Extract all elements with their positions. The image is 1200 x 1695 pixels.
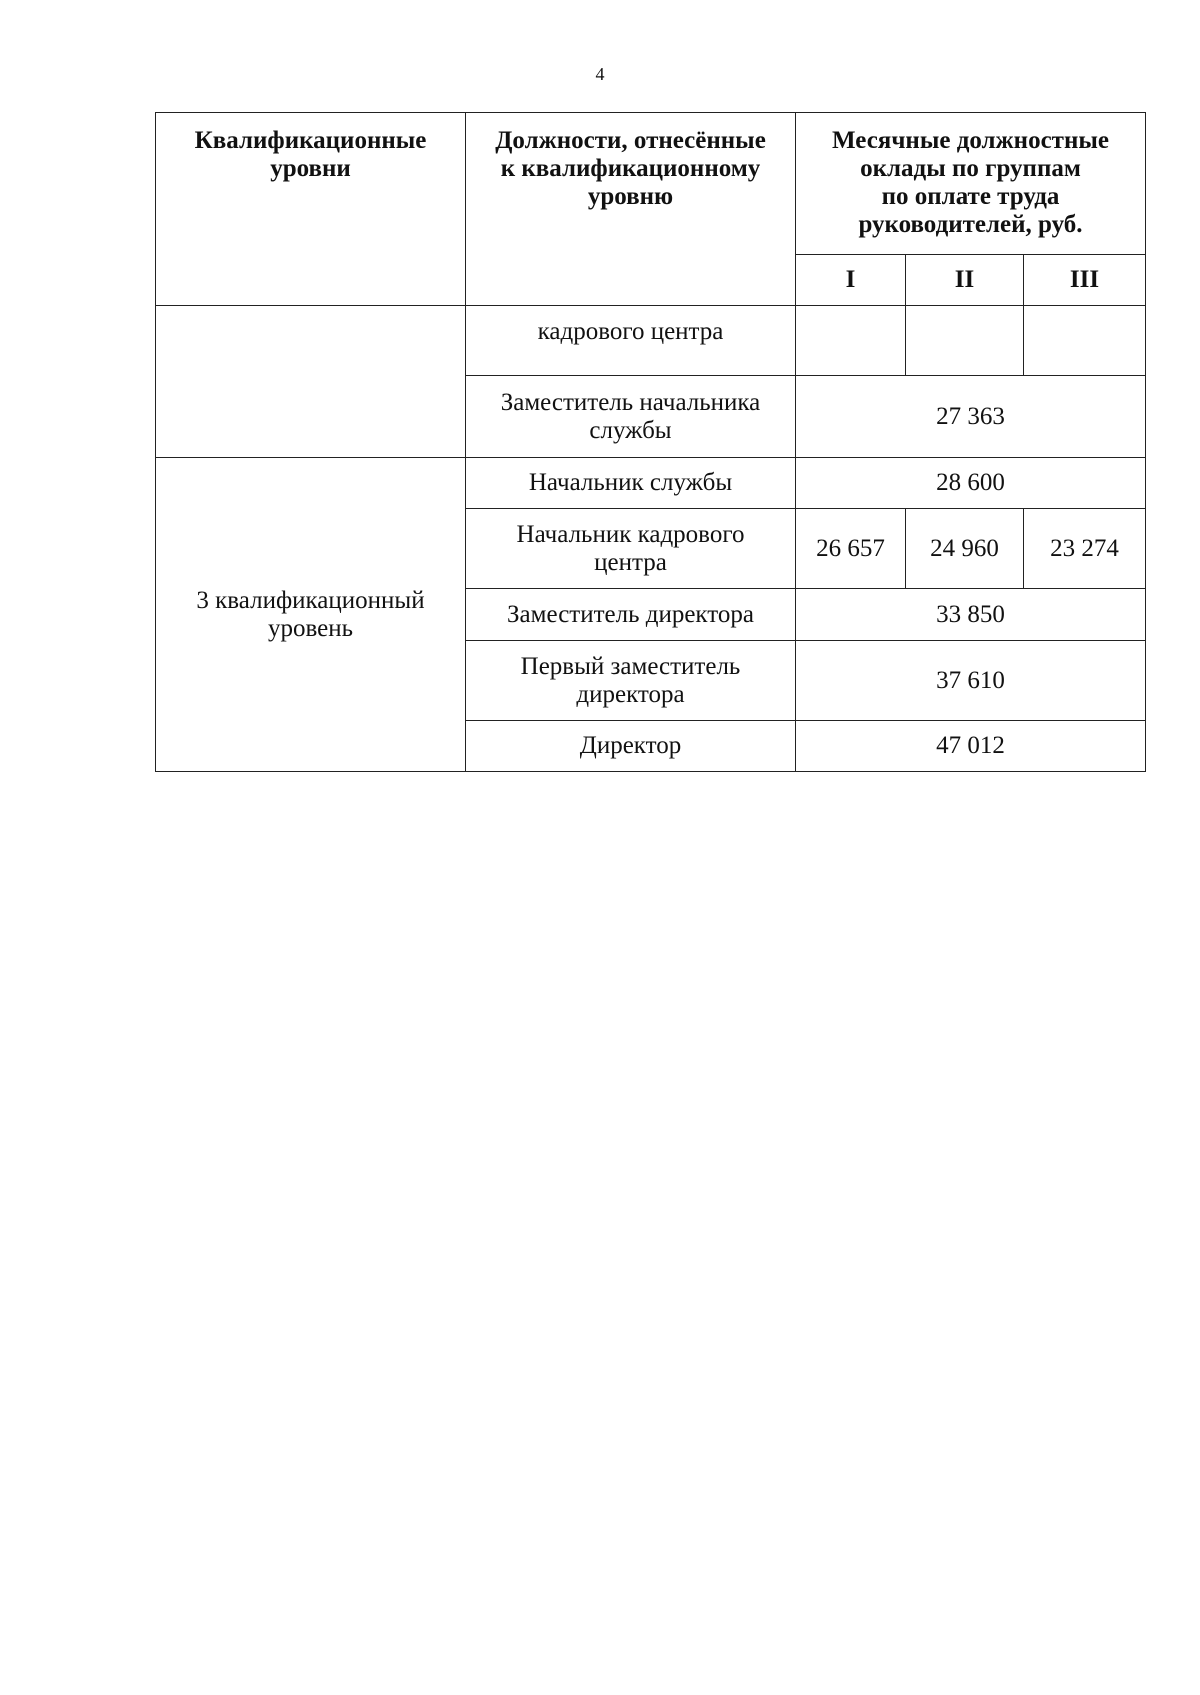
salary-cell: 47 012 xyxy=(796,721,1146,772)
salary-cell: 23 274 xyxy=(1024,509,1146,589)
salary-cell: 27 363 xyxy=(796,376,1146,458)
salary-cell xyxy=(906,306,1024,376)
level-cell-3: 3 квалификационный уровень xyxy=(156,458,466,772)
header-positions: Должности, отнесённые к квалификационному уровню xyxy=(466,113,796,306)
salary-table xyxy=(155,112,1146,772)
position-cell: Заместитель директора xyxy=(466,589,796,641)
table-row xyxy=(156,458,1146,509)
position-cell: Начальник службы xyxy=(466,458,796,509)
header-group-1: I xyxy=(796,255,906,306)
page-number: 4 xyxy=(595,64,605,84)
salary-cell xyxy=(1024,306,1146,376)
position-cell: Начальник кадрового центра xyxy=(466,509,796,589)
salary-cell: 24 960 xyxy=(906,509,1024,589)
position-cell: Директор xyxy=(466,721,796,772)
level-cell-continued xyxy=(156,306,466,458)
salary-cell: 26 657 xyxy=(796,509,906,589)
salary-cell: 28 600 xyxy=(796,458,1146,509)
header-levels: Квалификационные уровни xyxy=(156,113,466,306)
salary-cell: 37 610 xyxy=(796,641,1146,721)
position-cell: Заместитель начальника службы xyxy=(466,376,796,458)
header-group-2: II xyxy=(906,255,1024,306)
position-cell: кадрового центра xyxy=(466,306,796,376)
salary-cell: 33 850 xyxy=(796,589,1146,641)
salary-cell xyxy=(796,306,906,376)
header-group-3: III xyxy=(1024,255,1146,306)
header-salaries: Месячные должностные оклады по группам по оплате труда руководителей, руб. xyxy=(796,113,1146,255)
position-cell: Первый заместитель директора xyxy=(466,641,796,721)
table-row xyxy=(156,306,1146,376)
